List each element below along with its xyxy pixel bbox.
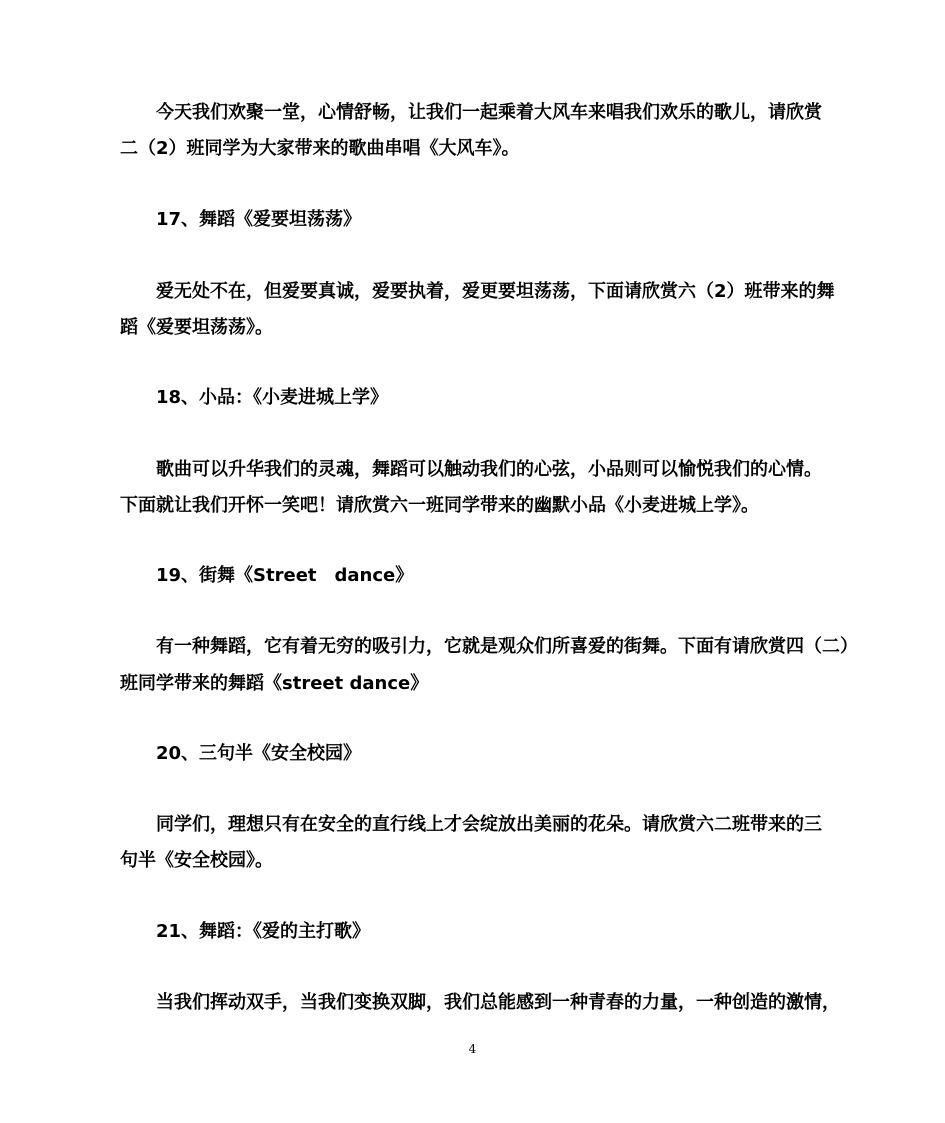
paragraph-line: 班同学带来的舞蹈《street dance》 — [120, 673, 429, 694]
paragraph-line: 今天我们欢聚一堂，心情舒畅，让我们一起乘着大风车来唱我们欢乐的歌儿，请欣赏 — [156, 102, 822, 123]
page-number: 4 — [468, 1042, 477, 1056]
paragraph-line: 有一种舞蹈，它有着无穷的吸引力，它就是观众们所喜爱的街舞。下面有请欣赏四（二） — [156, 636, 858, 657]
paragraph-line: 当我们挥动双手，当我们变换双脚，我们总能感到一种青春的力量，一种创造的激情， — [156, 992, 840, 1013]
program-heading-19: 19、街舞《Street dance》 — [156, 565, 414, 586]
paragraph-line: 二（2）班同学为大家带来的歌曲串唱《大风车》。 — [120, 138, 520, 159]
paragraph-line: 句半《安全校园》。 — [120, 850, 273, 871]
program-heading-17: 17、舞蹈《爱要坦荡荡》 — [156, 209, 362, 230]
paragraph-line: 下面就让我们开怀一笑吧！请欣赏六一班同学带来的幽默小品《小麦进城上学》。 — [120, 495, 759, 516]
paragraph-line: 蹈《爱要坦荡荡》。 — [120, 317, 273, 338]
program-heading-18: 18、小品：《小麦进城上学》 — [156, 387, 389, 408]
paragraph-line: 爱无处不在，但爱要真诚，爱要执着，爱更要坦荡荡，下面请欣赏六（2）班带来的舞 — [156, 281, 835, 302]
program-heading-21: 21、舞蹈：《爱的主打歌》 — [156, 921, 371, 942]
paragraph-line: 歌曲可以升华我们的灵魂，舞蹈可以触动我们的心弦，小品则可以愉悦我们的心情。 — [156, 459, 822, 480]
paragraph-line: 同学们，理想只有在安全的直行线上才会绽放出美丽的花朵。请欣赏六二班带来的三 — [156, 814, 822, 835]
program-heading-20: 20、三句半《安全校园》 — [156, 743, 362, 764]
